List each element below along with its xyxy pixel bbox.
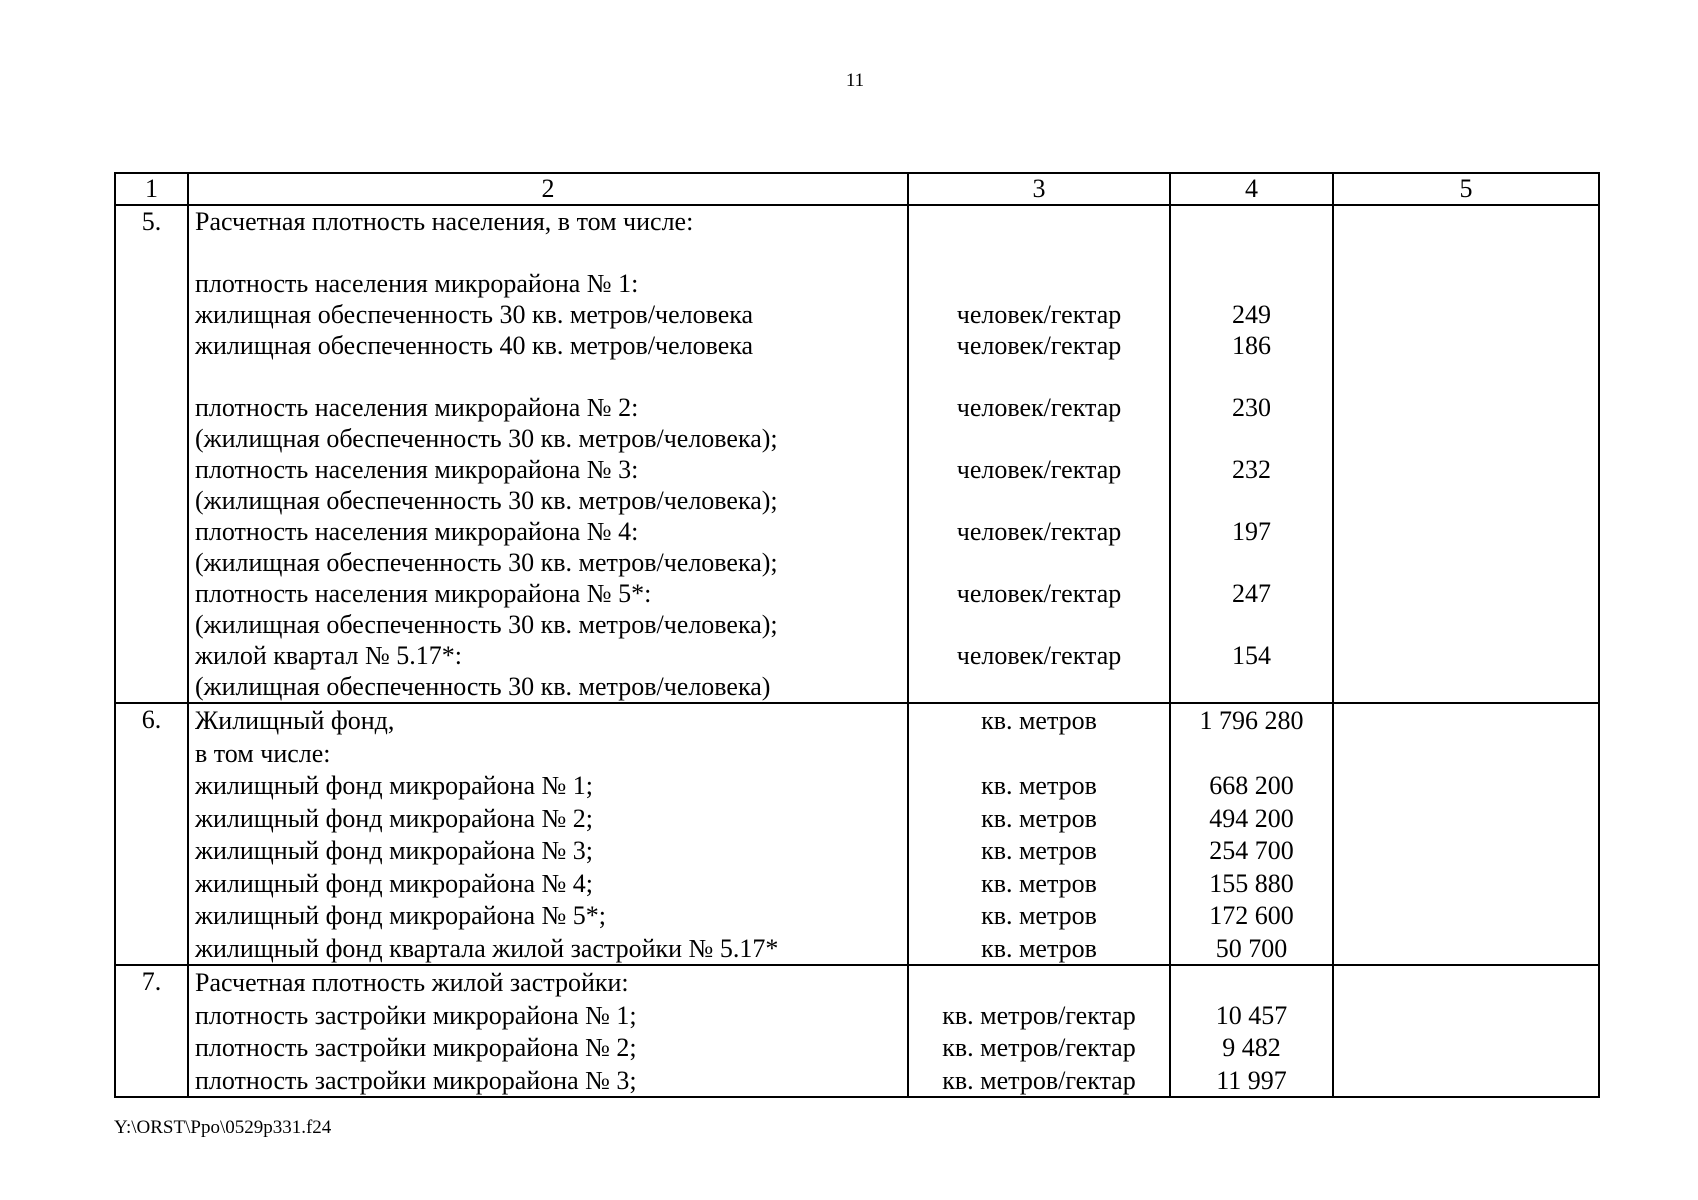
data-table (114, 172, 1600, 1098)
description-line: (жилищная обеспеченность 30 кв. метров/человека) (195, 672, 771, 701)
empty-column-5-cell (1333, 703, 1599, 965)
unit-line: кв. метров (981, 901, 1097, 930)
description-line: жилищный фонд микрорайона № 1; (195, 771, 594, 800)
unit-cell (908, 703, 1170, 965)
unit-line: человек/гектар (956, 300, 1122, 329)
value-line: 254 700 (1209, 836, 1294, 865)
description-line: (жилищная обеспеченность 30 кв. метров/человека); (195, 610, 778, 639)
description-line: плотность населения микрорайона № 5*: (195, 579, 652, 608)
header-cell-1: 1 (115, 173, 188, 205)
description-line: жилищный фонд квартала жилой застройки № 5.17* (195, 933, 779, 963)
description-line (195, 361, 907, 392)
description-line: жилищный фонд микрорайона № 5*; (195, 901, 607, 930)
empty-column-5-cell (1333, 205, 1599, 703)
unit-line (909, 361, 1169, 392)
unit-line: человек/гектар (956, 641, 1122, 670)
row-number-cell: 6. (115, 703, 188, 965)
description-line: (жилищная обеспеченность 30 кв. метров/человека); (195, 548, 778, 577)
unit-line: человек/гектар (956, 331, 1122, 360)
unit-line: человек/гектар (956, 393, 1122, 422)
unit-line: человек/гектар (956, 517, 1122, 546)
value-line: 10 457 (1215, 1000, 1288, 1030)
footer-file-path: Y:\ORST\Ppo\0529p331.f24 (114, 1117, 332, 1138)
description-line: плотность застройки микрорайона № 3; (195, 1065, 637, 1095)
unit-line (909, 671, 1169, 702)
table-row (115, 205, 1599, 703)
value-line: 232 (1232, 455, 1271, 484)
description-line (195, 237, 907, 268)
description-line: плотность населения микрорайона № 1: (195, 269, 639, 298)
unit-line (909, 485, 1169, 516)
table-row (115, 703, 1599, 965)
value-line: 11 997 (1216, 1065, 1287, 1095)
value-cell (1170, 703, 1333, 965)
unit-line: человек/гектар (956, 455, 1122, 484)
description-line: плотность населения микрорайона № 2: (195, 393, 639, 422)
description-line: жилищная обеспеченность 40 кв. метров/человека (195, 331, 754, 360)
description-line: Расчетная плотность населения, в том числе: (195, 207, 694, 236)
description-line: плотность застройки микрорайона № 2; (195, 1033, 637, 1062)
value-line (1171, 268, 1332, 299)
row-number-cell: 7. (115, 965, 188, 1097)
description-line: (жилищная обеспеченность 30 кв. метров/человека); (195, 486, 778, 515)
value-line: 186 (1232, 331, 1271, 360)
description-line: жилищный фонд микрорайона № 4; (195, 868, 594, 898)
unit-line: кв. метров/гектар (942, 1065, 1136, 1095)
unit-line: кв. метров (981, 933, 1097, 963)
table-header-row (115, 173, 1599, 205)
unit-line: кв. метров/гектар (942, 1000, 1136, 1030)
value-line: 9 482 (1222, 1033, 1281, 1062)
value-line: 668 200 (1209, 771, 1294, 800)
value-line (1171, 361, 1332, 392)
empty-column-5-cell (1333, 965, 1599, 1097)
value-line (1171, 671, 1332, 702)
value-line (1171, 423, 1332, 454)
unit-line (909, 547, 1169, 578)
value-line: 247 (1232, 579, 1271, 608)
description-line: плотность населения микрорайона № 3: (195, 455, 639, 484)
unit-line (909, 268, 1169, 299)
value-line: 249 (1232, 300, 1271, 329)
unit-line: человек/гектар (956, 579, 1122, 608)
value-line (1171, 737, 1332, 770)
unit-cell (908, 965, 1170, 1097)
description-line: жилищный фонд микрорайона № 3; (195, 836, 594, 865)
header-cell-3: 3 (908, 173, 1170, 205)
description-line: плотность застройки микрорайона № 1; (195, 1000, 637, 1030)
header-cell-4: 4 (1170, 173, 1333, 205)
header-cell-2: 2 (188, 173, 908, 205)
description-line: жилой квартал № 5.17*: (195, 641, 462, 670)
value-line (1171, 485, 1332, 516)
unit-line: кв. метров/гектар (942, 1033, 1136, 1062)
table-row (115, 965, 1599, 1097)
value-line: 172 600 (1209, 901, 1294, 930)
value-cell (1170, 965, 1333, 1097)
unit-cell (908, 205, 1170, 703)
description-line: Расчетная плотность жилой застройки: (195, 968, 629, 997)
header-cell-5: 5 (1333, 173, 1599, 205)
value-line (1171, 547, 1332, 578)
unit-line (909, 206, 1169, 237)
unit-line: кв. метров (981, 771, 1097, 800)
unit-line: кв. метров (981, 706, 1097, 735)
value-line (1171, 237, 1332, 268)
value-line (1171, 966, 1332, 999)
value-line (1171, 206, 1332, 237)
value-line: 494 200 (1209, 803, 1294, 833)
value-line: 50 700 (1215, 933, 1288, 963)
unit-line (909, 237, 1169, 268)
value-line: 154 (1232, 641, 1271, 670)
description-line: в том числе: (195, 738, 331, 768)
description-line: жилищная обеспеченность 30 кв. метров/человека (195, 300, 754, 329)
description-line: (жилищная обеспеченность 30 кв. метров/человека); (195, 424, 778, 453)
unit-line: кв. метров (981, 836, 1097, 865)
value-line: 155 880 (1209, 868, 1294, 898)
description-cell (188, 703, 908, 965)
description-line: жилищный фонд микрорайона № 2; (195, 803, 594, 833)
value-cell (1170, 205, 1333, 703)
page-number: 11 (845, 70, 865, 91)
unit-line: кв. метров (981, 803, 1097, 833)
value-line: 230 (1232, 393, 1271, 422)
description-cell (188, 205, 908, 703)
unit-line (909, 737, 1169, 770)
value-line: 197 (1232, 517, 1271, 546)
value-line: 1 796 280 (1199, 706, 1304, 735)
description-line: плотность населения микрорайона № 4: (195, 517, 639, 546)
description-cell (188, 965, 908, 1097)
description-line: Жилищный фонд, (195, 706, 395, 735)
unit-line (909, 609, 1169, 640)
unit-line: кв. метров (981, 868, 1097, 898)
row-number-cell: 5. (115, 205, 188, 703)
value-line (1171, 609, 1332, 640)
unit-line (909, 966, 1169, 999)
unit-line (909, 423, 1169, 454)
